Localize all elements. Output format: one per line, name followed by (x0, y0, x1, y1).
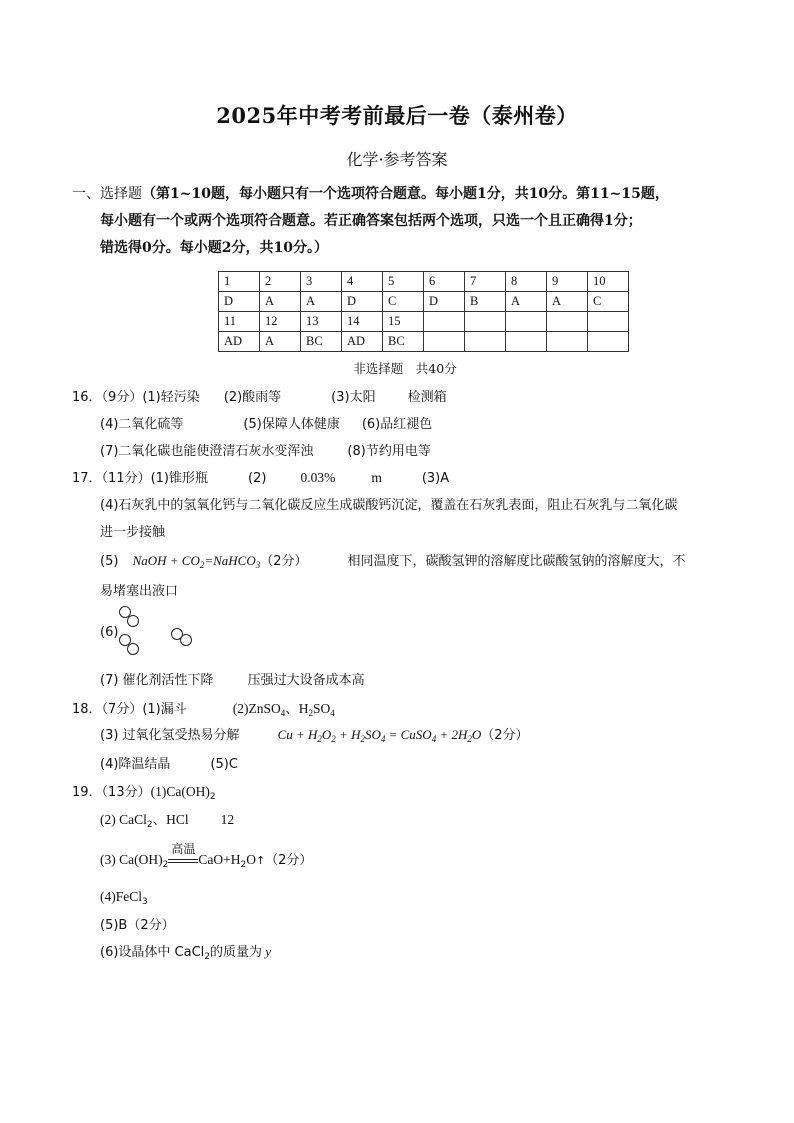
q19-answer-2c: 12 (220, 812, 235, 827)
q16-answer-6: (6)品红褪色 (361, 417, 433, 432)
q19-answer-6: (6)设晶体中 CaCl (100, 945, 205, 960)
q16-answer-3: (3)太阳 (331, 390, 376, 405)
answer-table-cell: B (465, 292, 506, 312)
q18-line-1 (72, 697, 335, 718)
answer-table-cell: 6 (424, 272, 465, 292)
answer-table-cell (547, 312, 588, 332)
q16-answer-1: (1)轻污染 (142, 390, 200, 405)
answer-table-cell: 5 (383, 272, 424, 292)
section-nonchoice-header: 非选择题 共40分 (353, 361, 457, 376)
q18-answer-3: (3) 过氧化氢受热易分解 (100, 728, 240, 743)
answer-table-cell (588, 332, 629, 352)
answer-table-cell: 2 (260, 272, 301, 292)
q16-answer-7: (7)二氧化碳也能使澄清石灰水变浑浊 (100, 444, 314, 459)
q19-product-o: O (246, 852, 256, 867)
q18-answer-2b: 、H (285, 701, 309, 716)
answer-table-cell: C (588, 292, 629, 312)
answer-table-cell: 15 (383, 312, 424, 332)
answer-table-cell: BC (383, 332, 424, 352)
answer-table-cell: D (219, 292, 260, 312)
q17-answer-6-label: (6) (100, 625, 119, 640)
answer-table-cell: D (424, 292, 465, 312)
answer-table-cell: AD (342, 332, 383, 352)
instruction-line-1: （第1~10题，每小题只有一个选项符合题意。每小题1分，共10分。第11~15题， (142, 186, 669, 202)
q18-answer-3-points: （2分） (481, 728, 529, 743)
q16-line-3 (100, 440, 431, 459)
answer-table-cell: 1 (219, 272, 260, 292)
answer-table-cell: 11 (219, 312, 260, 332)
q17-answer-5-points: （2分） (260, 554, 308, 569)
answer-table-cell: D (342, 292, 383, 312)
q19-answer-3: (3) Ca(OH) (100, 852, 163, 867)
answer-table-cell (547, 332, 588, 352)
q17-answer-1: (1)锥形瓶 (150, 471, 209, 486)
answer-table-cell: AD (219, 332, 260, 352)
q19-line-3: (3) $Ca(OH)_2$ 高温 $CaO+H_2O↑(2$分） (100, 842, 313, 870)
answer-table-row (219, 332, 629, 352)
answer-table-cell (424, 332, 465, 352)
q18-answer-2: (2)ZnSO$_4$、$H_2SO_4$ (232, 701, 335, 718)
q19-answer-2b: 、HCl (152, 812, 189, 827)
q16-answer-2: (2)酸雨等 (223, 390, 282, 405)
q18-answer-1: (1)漏斗 (142, 702, 187, 717)
answer-table-cell: 13 (301, 312, 342, 332)
answer-table-cell (465, 332, 506, 352)
q16-answer-8: (8)节约用电等 (347, 444, 431, 459)
answer-table-cell: 3 (301, 272, 342, 292)
q16-number: 16．（9分） (72, 390, 143, 405)
molecule-atom (180, 634, 192, 646)
q18-answer-5: (5)C (210, 757, 238, 772)
answer-table-cell: 9 (547, 272, 588, 292)
q19-line-1: 19．（13分）$(1)Ca(OH)_2$ (72, 784, 216, 802)
answer-table-cell: A (260, 332, 301, 352)
q17-equation: NaOH + $CO_2=NaHCO_3$ (132, 553, 261, 570)
q17-answer-2: (2) (248, 471, 267, 486)
answer-table-cell: A (301, 292, 342, 312)
answer-table-cell (465, 312, 506, 332)
q17-answer-5-line (100, 550, 686, 570)
answer-table-cell: 12 (260, 312, 301, 332)
q16-line-1 (72, 386, 447, 405)
answer-table-cell: C (383, 292, 424, 312)
q18-line-4 (100, 753, 238, 772)
answer-table-cell: 4 (342, 272, 383, 292)
q19-line-2: (2) CaCl$_2$、HCl 12 (100, 812, 235, 830)
instruction-line-3: 错选得0分。每小题2分，共10分。） (100, 240, 328, 256)
answer-table-row (219, 312, 629, 332)
answer-table-row (219, 272, 629, 292)
q18-line-3 (100, 724, 529, 744)
answer-table-cell (424, 312, 465, 332)
answer-table-cell: 10 (588, 272, 629, 292)
q17-answer-4-line-1: (4)石灰乳中的氢氧化钙与二氧化碳反应生成碳酸钙沉淀，覆盖在石灰乳表面，阻止石灰乳与二氧化碳 (100, 498, 678, 513)
section-label: 一、选择题 (72, 186, 142, 202)
q17-answer-7: (7) 催化剂活性下降 (100, 673, 214, 688)
instruction-line-2: 每小题有一个或两个选项符合题意。若正确答案包括两个选项，只选一个且正确得1分； (100, 213, 642, 229)
q19-answer-5: (5)B（2分） (100, 918, 175, 933)
q17-answer-2b: 0.03% (300, 470, 336, 485)
q19-answer-3-points: （2分） (265, 853, 313, 868)
answer-table-cell (588, 312, 629, 332)
reaction-condition (168, 842, 198, 868)
answer-table-cell: A (260, 292, 301, 312)
gas-arrow-icon: ↑ (255, 854, 266, 867)
answer-table-cell: 8 (506, 272, 547, 292)
section-choice-instructions (72, 181, 742, 262)
q18-answer-2a: (2)ZnSO (232, 701, 281, 716)
answer-table-row (219, 292, 629, 312)
q19-answer-1: (1)Ca(OH) (150, 784, 210, 799)
condition-label: 高温 (171, 842, 196, 856)
q17-answer-3: (3)A (421, 471, 450, 486)
q17-line-1 (72, 467, 449, 486)
page-title: 2025年中考考前最后一卷（泰州卷） (216, 103, 578, 128)
answer-table-cell: 14 (342, 312, 383, 332)
q18-equation: $Cu + H_2O_2 + H_2SO_4$ = CuSO$_4$ + $2H_2O$ (277, 727, 482, 744)
q17-answer-5-reason: 相同温度下，碳酸氢钾的溶解度比碳酸氢钠的溶解度大，不 (347, 554, 686, 569)
q19-product: CaO+H (198, 852, 241, 867)
q18-number: 18．（7分） (72, 702, 143, 717)
q17-answer-7b: 压强过大设备成本高 (247, 673, 365, 688)
q16-answer-3b: 检测箱 (407, 390, 447, 405)
q19-answer-4: (4)FeCl (100, 889, 142, 904)
q17-answer-5-label: (5) (100, 554, 119, 569)
answer-table-cell: A (506, 292, 547, 312)
q18-answer-2c: SO (313, 701, 331, 716)
q17-answer-5-line-2: 易堵塞出液口 (100, 584, 179, 599)
q16-line-2 (100, 413, 432, 432)
q17-number: 17．（11分） (72, 471, 151, 486)
q17-answer-4-line-2: 进一步接触 (100, 525, 166, 540)
answer-table-cell (506, 332, 547, 352)
molecule-atom (127, 615, 139, 627)
q17-line-7 (100, 669, 365, 688)
q19-line-6: (6)设晶体中 CaCl$_2$的质量为 y (100, 944, 272, 962)
q19-answer-2: (2) CaCl (100, 812, 147, 827)
answer-table-cell: 7 (465, 272, 506, 292)
answer-table-cell (506, 312, 547, 332)
page-subtitle: 化学·参考答案 (346, 150, 448, 169)
answer-table-cell: A (547, 292, 588, 312)
answer-table (218, 271, 629, 352)
molecule-atom (127, 643, 139, 655)
q18-answer-4: (4)降温结晶 (100, 757, 171, 772)
answer-table-cell: BC (301, 332, 342, 352)
q19-number: 19．（13分） (72, 785, 151, 800)
q17-answer-2c: m (371, 470, 382, 485)
q19-answer-6b: 的质量为 (210, 945, 263, 960)
q19-line-4: (4)FeCl$_3$ (100, 889, 148, 907)
q16-answer-4: (4)二氧化硫等 (100, 417, 184, 432)
q16-answer-5: (5)保障人体健康 (243, 417, 340, 432)
